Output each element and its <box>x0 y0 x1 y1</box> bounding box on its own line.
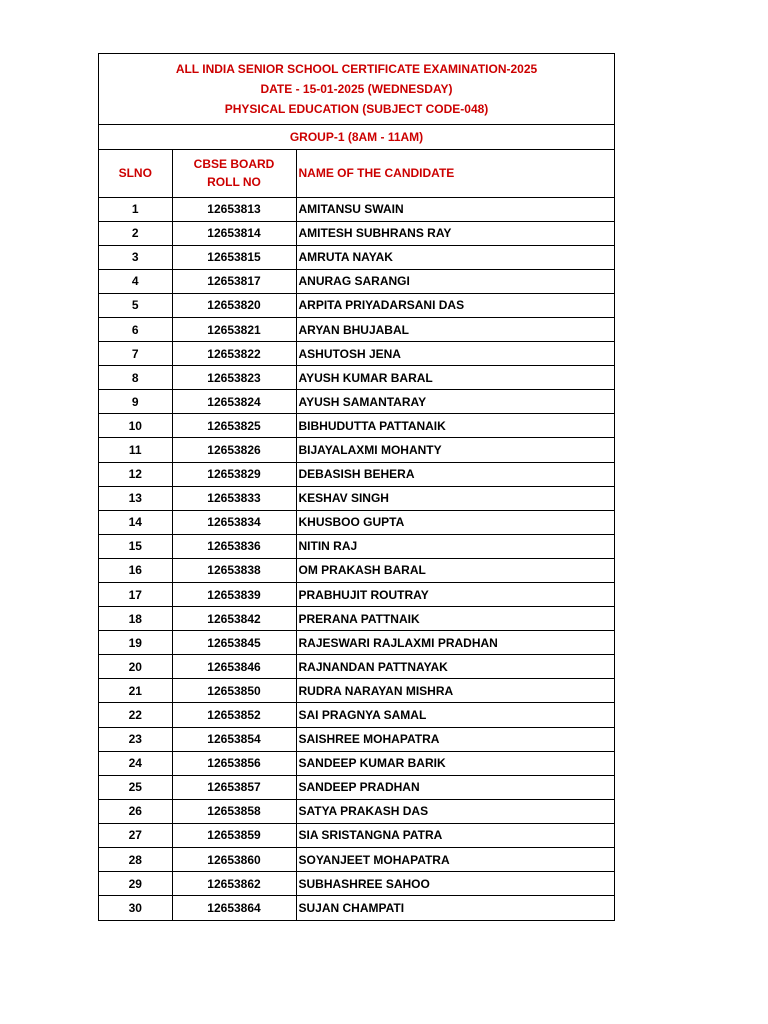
table-row <box>99 703 614 727</box>
table-row <box>99 534 614 558</box>
cell-candidate-name: BIJAYALAXMI MOHANTY <box>296 438 614 462</box>
table-row <box>99 751 614 775</box>
cell-roll-no: 12653821 <box>172 317 296 341</box>
cell-candidate-name: ARPITA PRIYADARSANI DAS <box>296 293 614 317</box>
cell-roll-no: 12653858 <box>172 799 296 823</box>
cell-slno: 12 <box>99 462 172 486</box>
cell-candidate-name: SAISHREE MOHAPATRA <box>296 727 614 751</box>
title-block <box>99 54 614 125</box>
column-header-slno: SLNO <box>99 150 172 197</box>
cell-roll-no: 12653833 <box>172 486 296 510</box>
cell-candidate-name: ARYAN BHUJABAL <box>296 317 614 341</box>
cell-slno: 1 <box>99 197 172 221</box>
candidate-rows <box>99 197 614 920</box>
cell-roll-no: 12653825 <box>172 414 296 438</box>
cell-roll-no: 12653850 <box>172 679 296 703</box>
exam-title: ALL INDIA SENIOR SCHOOL CERTIFICATE EXAMINATION-2025 <box>175 62 538 76</box>
cell-roll-no: 12653815 <box>172 245 296 269</box>
cell-candidate-name: AMITANSU SWAIN <box>296 197 614 221</box>
table-row <box>99 366 614 390</box>
cell-candidate-name: KHUSBOO GUPTA <box>296 510 614 534</box>
cell-candidate-name: ASHUTOSH JENA <box>296 342 614 366</box>
table-row <box>99 679 614 703</box>
cell-roll-no: 12653852 <box>172 703 296 727</box>
subject-title: PHYSICAL EDUCATION (SUBJECT CODE-048) <box>224 102 489 116</box>
table-row <box>99 775 614 799</box>
column-header-roll-line2: ROLL NO <box>207 175 261 190</box>
cell-slno: 3 <box>99 245 172 269</box>
cell-roll-no: 12653814 <box>172 221 296 245</box>
cell-slno: 16 <box>99 558 172 582</box>
table-row <box>99 510 614 534</box>
cell-candidate-name: KESHAV SINGH <box>296 486 614 510</box>
table-row <box>99 462 614 486</box>
cell-slno: 30 <box>99 896 172 920</box>
cell-candidate-name: PRABHUJIT ROUTRAY <box>296 583 614 607</box>
group-label: GROUP-1 (8AM - 11AM) <box>99 125 614 150</box>
cell-slno: 28 <box>99 848 172 872</box>
cell-slno: 19 <box>99 631 172 655</box>
cell-roll-no: 12653859 <box>172 823 296 847</box>
cell-slno: 23 <box>99 727 172 751</box>
cell-slno: 20 <box>99 655 172 679</box>
cell-roll-no: 12653820 <box>172 293 296 317</box>
cell-roll-no: 12653854 <box>172 727 296 751</box>
cell-candidate-name: AMITESH SUBHRANS RAY <box>296 221 614 245</box>
table-row <box>99 558 614 582</box>
table-row <box>99 823 614 847</box>
cell-roll-no: 12653856 <box>172 751 296 775</box>
cell-slno: 14 <box>99 510 172 534</box>
cell-slno: 29 <box>99 872 172 896</box>
cell-roll-no: 12653860 <box>172 848 296 872</box>
table-row <box>99 607 614 631</box>
cell-roll-no: 12653823 <box>172 366 296 390</box>
table-row <box>99 848 614 872</box>
cell-roll-no: 12653817 <box>172 269 296 293</box>
cell-slno: 17 <box>99 583 172 607</box>
table-header-row <box>99 150 614 197</box>
exam-candidate-sheet <box>98 53 615 921</box>
cell-candidate-name: AYUSH SAMANTARAY <box>296 390 614 414</box>
cell-candidate-name: SATYA PRAKASH DAS <box>296 799 614 823</box>
column-header-roll-line1: CBSE BOARD <box>193 157 275 172</box>
cell-candidate-name: BIBHUDUTTA PATTANAIK <box>296 414 614 438</box>
cell-roll-no: 12653826 <box>172 438 296 462</box>
table-row <box>99 799 614 823</box>
cell-roll-no: 12653834 <box>172 510 296 534</box>
cell-slno: 8 <box>99 366 172 390</box>
cell-slno: 10 <box>99 414 172 438</box>
table-row <box>99 486 614 510</box>
column-header-roll-no <box>172 150 296 197</box>
column-header-name: NAME OF THE CANDIDATE <box>296 150 614 197</box>
table-row <box>99 414 614 438</box>
table-row <box>99 583 614 607</box>
cell-slno: 25 <box>99 775 172 799</box>
cell-slno: 15 <box>99 534 172 558</box>
table-row <box>99 221 614 245</box>
cell-candidate-name: RUDRA NARAYAN MISHRA <box>296 679 614 703</box>
table-row <box>99 631 614 655</box>
candidate-table <box>99 150 614 920</box>
cell-roll-no: 12653839 <box>172 583 296 607</box>
table-row <box>99 390 614 414</box>
cell-candidate-name: SUJAN CHAMPATI <box>298 901 405 916</box>
cell-roll-no: 12653838 <box>172 558 296 582</box>
cell-slno: 7 <box>99 342 172 366</box>
cell-slno: 2 <box>99 221 172 245</box>
cell-roll-no: 12653857 <box>172 775 296 799</box>
cell-roll-no: 12653845 <box>172 631 296 655</box>
cell-slno: 9 <box>99 390 172 414</box>
table-row <box>99 269 614 293</box>
cell-roll-no: 12653846 <box>172 655 296 679</box>
cell-roll-no: 12653836 <box>172 534 296 558</box>
cell-slno: 6 <box>99 317 172 341</box>
table-row <box>99 655 614 679</box>
table-row <box>99 317 614 341</box>
table-row <box>99 872 614 896</box>
cell-candidate-name: SAI PRAGNYA SAMAL <box>296 703 614 727</box>
cell-slno: 13 <box>99 486 172 510</box>
cell-candidate-name: PRERANA PATTNAIK <box>296 607 614 631</box>
cell-slno: 18 <box>99 607 172 631</box>
cell-candidate-name: AYUSH KUMAR BARAL <box>296 366 614 390</box>
table-row <box>99 342 614 366</box>
cell-roll-no: 12653864 <box>172 896 296 920</box>
cell-roll-no: 12653842 <box>172 607 296 631</box>
cell-candidate-name: RAJNANDAN PATTNAYAK <box>296 655 614 679</box>
cell-candidate-name: SANDEEP KUMAR BARIK <box>296 751 614 775</box>
exam-date: DATE - 15-01-2025 (WEDNESDAY) <box>260 82 453 96</box>
cell-slno: 11 <box>99 438 172 462</box>
cell-candidate-name: AMRUTA NAYAK <box>296 245 614 269</box>
cell-candidate-name: SUBHASHREE SAHOO <box>296 872 614 896</box>
cell-candidate-name: ANURAG SARANGI <box>296 269 614 293</box>
cell-candidate-name: OM PRAKASH BARAL <box>296 558 614 582</box>
cell-roll-no: 12653813 <box>172 197 296 221</box>
cell-roll-no: 12653822 <box>172 342 296 366</box>
cell-candidate-name: SIA SRISTANGNA PATRA <box>296 823 614 847</box>
cell-roll-no: 12653829 <box>172 462 296 486</box>
table-row <box>99 293 614 317</box>
cell-candidate-name: SOYANJEET MOHAPATRA <box>296 848 614 872</box>
table-row <box>99 727 614 751</box>
cell-roll-no: 12653824 <box>172 390 296 414</box>
cell-slno: 27 <box>99 823 172 847</box>
cell-slno: 5 <box>99 293 172 317</box>
cell-slno: 22 <box>99 703 172 727</box>
table-row <box>99 896 614 920</box>
cell-slno: 26 <box>99 799 172 823</box>
cell-slno: 4 <box>99 269 172 293</box>
cell-candidate-name: DEBASISH BEHERA <box>296 462 614 486</box>
cell-roll-no: 12653862 <box>172 872 296 896</box>
cell-slno: 21 <box>99 679 172 703</box>
cell-candidate-name: RAJESWARI RAJLAXMI PRADHAN <box>296 631 614 655</box>
cell-candidate-name: NITIN RAJ <box>296 534 614 558</box>
cell-slno: 24 <box>99 751 172 775</box>
table-row <box>99 197 614 221</box>
cell-candidate-name: SANDEEP PRADHAN <box>296 775 614 799</box>
table-row <box>99 245 614 269</box>
table-row <box>99 438 614 462</box>
